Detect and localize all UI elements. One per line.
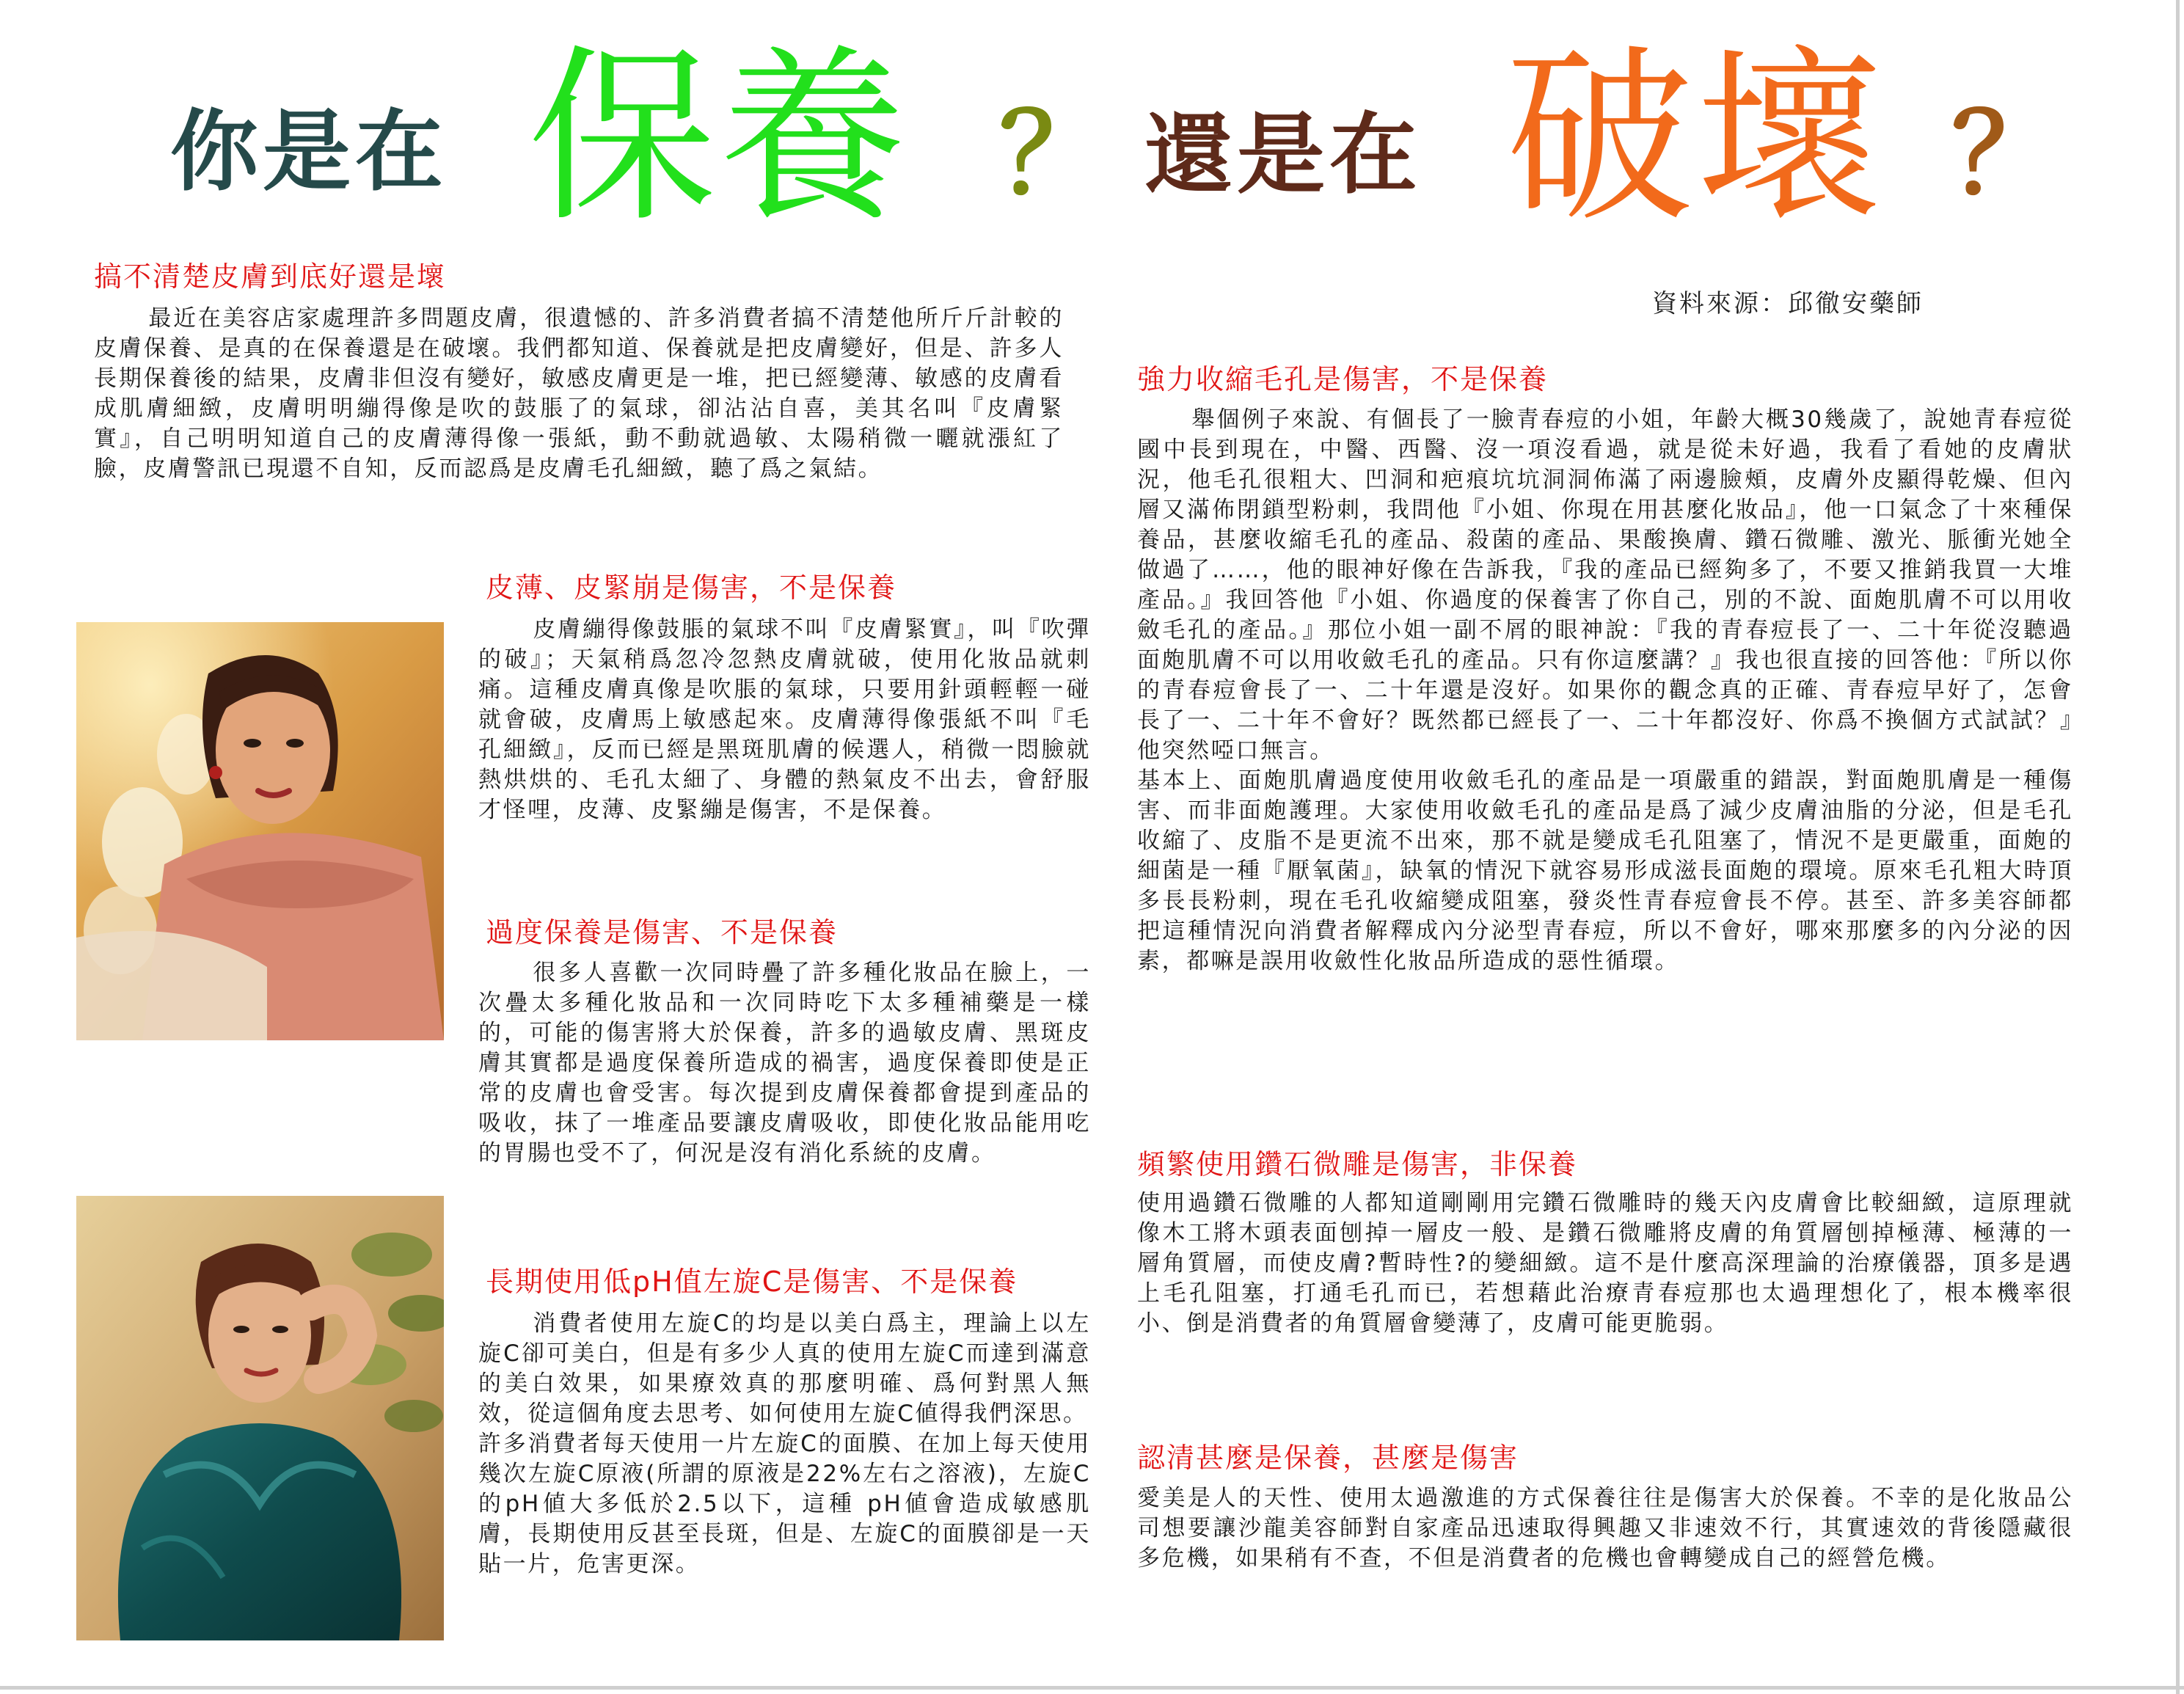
section-1-paragraph: 最近在美容店家處理許多問題皮膚，很遺憾的、許多消費者搞不清楚他所斤斤計較的皮膚保養、是真的在保養還是在破壞。我們都知道、保養就是把皮膚變好，但是、許多人長期保養後的結果，皮膚非但沒有變好，敏感皮膚更是一堆，把已經變薄、敏感的皮膚看成肌膚細緻，皮膚明明繃得像是吹的鼓脹了的氣球，卻沾沾自喜，美其名叫『皮膚緊實』，自己明明知道自己的皮膚薄得像一張紙，動不動就過敏、太陽稍微一曬就漲紅了臉，皮膚警訊已現還不自知，反而認爲是皮膚毛孔細緻，聽了爲之氣結。 [94,305,1064,482]
section-7-heading: 認清甚麼是保養，甚麼是傷害 [1137,1442,1519,1474]
headline [0,29,2184,249]
source-credit: 資料來源：邱徹安藥師 [1652,289,1924,318]
section-1-body [94,304,1064,484]
section-5-body [1137,405,2073,976]
section-4-paragraph-2: 許多消費者每天使用一片左旋C的面膜、在加上每天使用幾次左旋C原液(所謂的原液是22%左右之溶液)，左旋C的pH値大多低於2.5以下，這種 pH値會造成敏感肌膚，長期使用反甚至長斑，但是、左旋C的面膜卻是一天貼一片，危害更深。 [478,1431,1091,1577]
headline-question-mark-2: ？ [1951,91,2062,219]
headline-part-1: 你是在 [170,101,448,203]
section-5-paragraph-1: 舉個例子來說、有個長了一臉青春痘的小姐，年齡大概30幾歲了，說她青春痘從國中長到現在，中醫、西醫、沒一項沒看過，就是從未好過，我看了看她的皮膚狀況，他毛孔很粗大、凹洞和疤痕坑坑洞洞佈滿了兩邊臉頰，皮膚外皮顯得乾燥、但內層又滿佈閉鎖型粉刺，我問他『小姐、你現在用甚麼化妝品』，他一口氣念了十來種保養品，甚麼收縮毛孔的產品、殺菌的產品、果酸換膚、鑽石微雕、激光、脈衝光她全做過了……，他的眼神好像在告訴我，『我的產品已經夠多了，不要又推銷我買一大堆產品。』我回答他『小姐、你過度的保養害了你自己，別的不說、面皰肌膚不可以用收斂毛孔的產品。』那位小姐一副不屑的眼神說：『我的青春痘長了一、二十年從沒聽過面皰肌膚不可以用收斂毛孔的產品。只有你這麼講？』我也很直接的回答他：『所以你的青春痘會長了一、二十年還是沒好。如果你的觀念真的正確、青春痘早好了，怎會長了一、二十年不會好？既然都已經長了一、二十年都沒好、你爲不換個方式試試？』他突然啞口無言。 [1137,406,2073,764]
page-edge-right [2176,0,2180,1694]
section-3-paragraph: 很多人喜歡一次同時疊了許多種化妝品在臉上，一次疊太多種化妝品和一次同時吃下太多種補藥是一樣的，可能的傷害將大於保養，許多的過敏皮膚、黑斑皮膚其實都是過度保養所造成的禍害，過度保養即使是正常的皮膚也會受害。每次提到皮膚保養都會提到產品的吸收，抹了一堆產品要讓皮膚吸收，即使化妝品能用吃的胃腸也受不了，何況是沒有消化系統的皮膚。 [478,960,1091,1167]
section-4-body [478,1309,1091,1580]
section-6-body [1137,1189,2073,1339]
headline-part-3: 還是在 [1144,104,1422,206]
woman-green-dress-photo [76,1196,444,1640]
section-7-body [1137,1483,2073,1574]
section-4-heading: 長期使用低pH值左旋C是傷害、不是保養 [486,1266,1018,1298]
woman-pink-sweater-photo [76,622,444,1040]
section-7-paragraph: 愛美是人的天性、使用太過激進的方式保養往往是傷害大於保養。不幸的是化妝品公司想要讓沙龍美容師對自家產品迅速取得興趣又非速效不行，其實速效的背後隱藏很多危機，如果稍有不查，不但是消費者的危機也會轉變成自己的經營危機。 [1137,1485,2073,1571]
headline-keyword-care: 保養 [528,29,910,247]
section-1-heading: 搞不清楚皮膚到底好還是壞 [94,260,447,293]
section-3-heading: 過度保養是傷害、不是保養 [486,916,839,949]
photo-1-illustration [76,622,444,1040]
section-4-paragraph-1: 消費者使用左旋C的均是以美白爲主，理論上以左旋C卻可美白，但是有多少人真的使用左旋C而達到滿意的美白效果，如果療效真的那麼明確、爲何對黑人無效，從這個角度去思考、如何使用左旋C値得我們深思。 [478,1310,1091,1427]
section-5-heading: 強力收縮毛孔是傷害，不是保養 [1137,363,1549,395]
section-2-body [478,615,1091,825]
photo-2-illustration [76,1196,444,1640]
section-5-paragraph-2: 基本上、面皰肌膚過度使用收斂毛孔的產品是一項嚴重的錯誤，對面皰肌膚是一種傷害、而非面皰護理。大家使用收斂毛孔的產品是爲了減少皮膚油脂的分泌，但是毛孔收縮了、皮脂不是更流不出來，那不就是變成毛孔阻塞了，情況不是更嚴重，面皰的細菌是一種『厭氧菌』，缺氧的情況下就容易形成滋長面皰的環境。原來毛孔粗大時頂多長長粉刺，現在毛孔收縮變成阻塞，發炎性青春痘會長不停。甚至、許多美容師都把這種情況向消費者解釋成內分泌型青春痘，所以不會好，哪來那麼多的內分泌的因素，都嘛是誤用收斂性化妝品所造成的惡性循環。 [1137,767,2073,974]
headline-keyword-damage: 破壞 [1505,29,1888,247]
section-6-heading: 頻繁使用鑽石微雕是傷害，非保養 [1137,1148,1578,1180]
page-edge-bottom [0,1686,2184,1690]
section-2-paragraph: 皮膚繃得像鼓脹的氣球不叫『皮膚緊實』，叫『吹彈的破』；天氣稍爲忽冷忽熱皮膚就破，使用化妝品就刺痛。這種皮膚真像是吹脹的氣球，只要用針頭輕輕一碰就會破，皮膚馬上敏感起來。皮膚薄得像張紙不叫『毛孔細緻』，反而已經是黑斑肌膚的候選人，稍微一悶臉就熱烘烘的、毛孔太細了、身體的熱氣皮不出去，會舒服才怪哩，皮薄、皮緊繃是傷害，不是保養。 [478,616,1091,823]
headline-question-mark-1: ？ [999,91,1110,219]
section-6-paragraph: 使用過鑽石微雕的人都知道剛剛用完鑽石微雕時的幾天內皮膚會比較細緻，這原理就像木工將木頭表面刨掉一層皮一般、是鑽石微雕將皮膚的角質層刨掉極薄、極薄的一層角質層，而使皮膚?暫時性?的變細緻。這不是什麼高深理論的治療儀器，頂多是遇上毛孔阻塞，打通毛孔而已，若想藉此治療青春痘那也太過理想化了，根本機率很小、倒是消費者的角質層會變薄了，皮膚可能更脆弱。 [1137,1190,2073,1337]
section-2-heading: 皮薄、皮緊崩是傷害，不是保養 [486,572,897,604]
section-3-body [478,958,1091,1169]
